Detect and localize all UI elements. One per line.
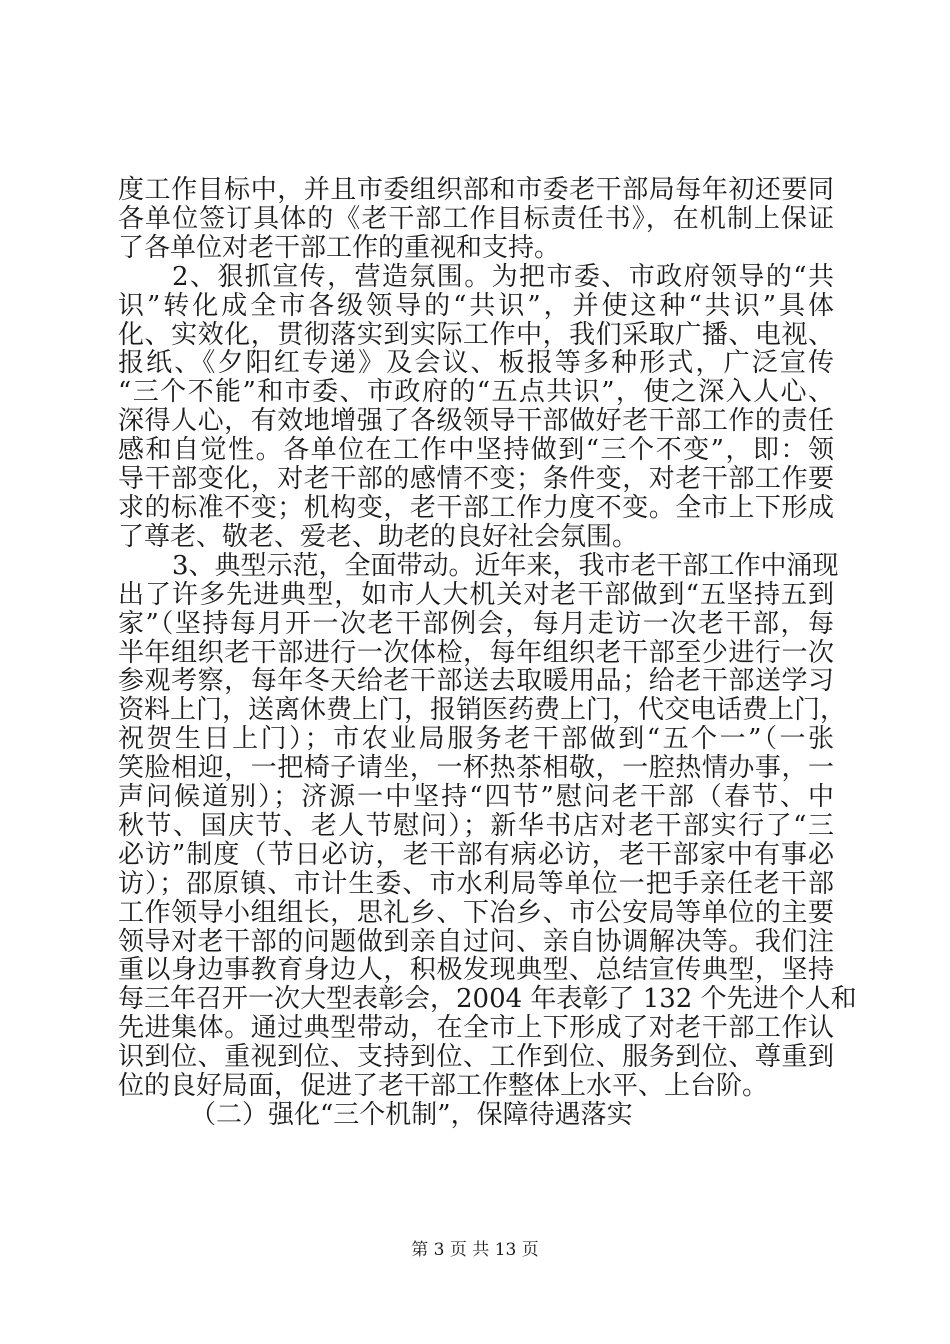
text-line: 各单位签订具体的《老干部工作目标责任书》，在机制上保证 [118,203,834,234]
text-line: 识到位、重视到位、支持到位、工作到位、服务到位、尊重到 [118,1042,834,1073]
text-line: 出了许多先进典型，如市人大机关对老干部做到“五坚持五到 [118,579,834,610]
text-line: 报纸、《夕阳红专递》及会议、板报等多种形式，广泛宣传 [118,348,834,379]
text-line: 识”转化成全市各级领导的“共识”，并使这种“共识”具体 [118,290,834,321]
text-line: 笑脸相迎，一把椅子请坐，一杯热茶相敬，一腔热情办事，一 [118,753,834,784]
text-line: 每三年召开一次大型表彰会，2004 年表彰了 132 个先进个人和 [118,984,857,1015]
text-line: 位的良好局面，促进了老干部工作整体上水平、上台阶。 [118,1071,769,1102]
text-line: 声问候道别）；济源一中坚持“四节”慰问老干部（春节、中 [118,782,834,813]
text-line: 深得人心，有效地增强了各级领导干部做好老干部工作的责任 [118,406,834,437]
text-line: 重以身边事教育身边人，积极发现典型、总结宣传典型，坚持 [118,955,834,986]
text-line: 2、狠抓宣传，营造氛围。为把市委、市政府领导的“共 [172,261,834,292]
text-line: 化、实效化，贯彻落实到实际工作中，我们采取广播、电视、 [118,319,834,350]
text-line: 半年组织老干部进行一次体检，每年组织老干部至少进行一次 [118,637,834,668]
text-line: 参观考察，每年冬天给老干部送去取暖用品；给老干部送学习 [118,666,834,697]
text-line: 领导对老干部的问题做到亲自过问、亲自协调解决等。我们注 [118,926,834,957]
text-line: 求的标准不变；机构变，老干部工作力度不变。全市上下形成 [118,492,834,523]
text-line: 工作领导小组组长，思礼乡、下冶乡、市公安局等单位的主要 [118,897,834,928]
text-line: 导干部变化，对老干部的感情不变；条件变，对老干部工作要 [118,464,834,495]
text-line: 必访”制度（节日必访，老干部有病必访，老干部家中有事必 [118,839,834,870]
text-line: 感和自觉性。各单位在工作中坚持做到“三个不变”，即：领 [118,435,834,466]
text-line: 了各单位对老干部工作的重视和支持。 [118,232,561,263]
text-line: 先进集体。通过典型带动，在全市上下形成了对老干部工作认 [118,1013,834,1044]
text-line: 3、典型示范，全面带动。近年来，我市老干部工作中涌现 [172,550,839,581]
text-line: “三个不能”和市委、市政府的“五点共识”，使之深入人心、 [118,377,834,408]
text-line: 资料上门，送离休费上门，报销医药费上门，代交电话费上门， [118,695,847,726]
text-line: 秋节、国庆节、老人节慰问）；新华书店对老干部实行了“三 [118,810,834,841]
text-line: 度工作目标中，并且市委组织部和市委老干部局每年初还要同 [118,175,834,205]
text-line: 家”（坚持每月开一次老干部例会，每月走访一次老干部，每 [118,608,834,639]
text-line: 访）；邵原镇、市计生委、市水利局等单位一把手亲任老干部 [118,868,834,899]
text-line: 祝贺生日上门）；市农业局服务老干部做到“五个一”（一张 [118,724,834,755]
text-line: （二）强化“三个机制”，保障待遇落实 [190,1100,633,1130]
page-footer: 第 3 页 共 13 页 [411,1240,539,1260]
document-body [118,175,857,1130]
text-line: 了尊老、敬老、爱老、助老的良好社会氛围。 [118,521,639,552]
